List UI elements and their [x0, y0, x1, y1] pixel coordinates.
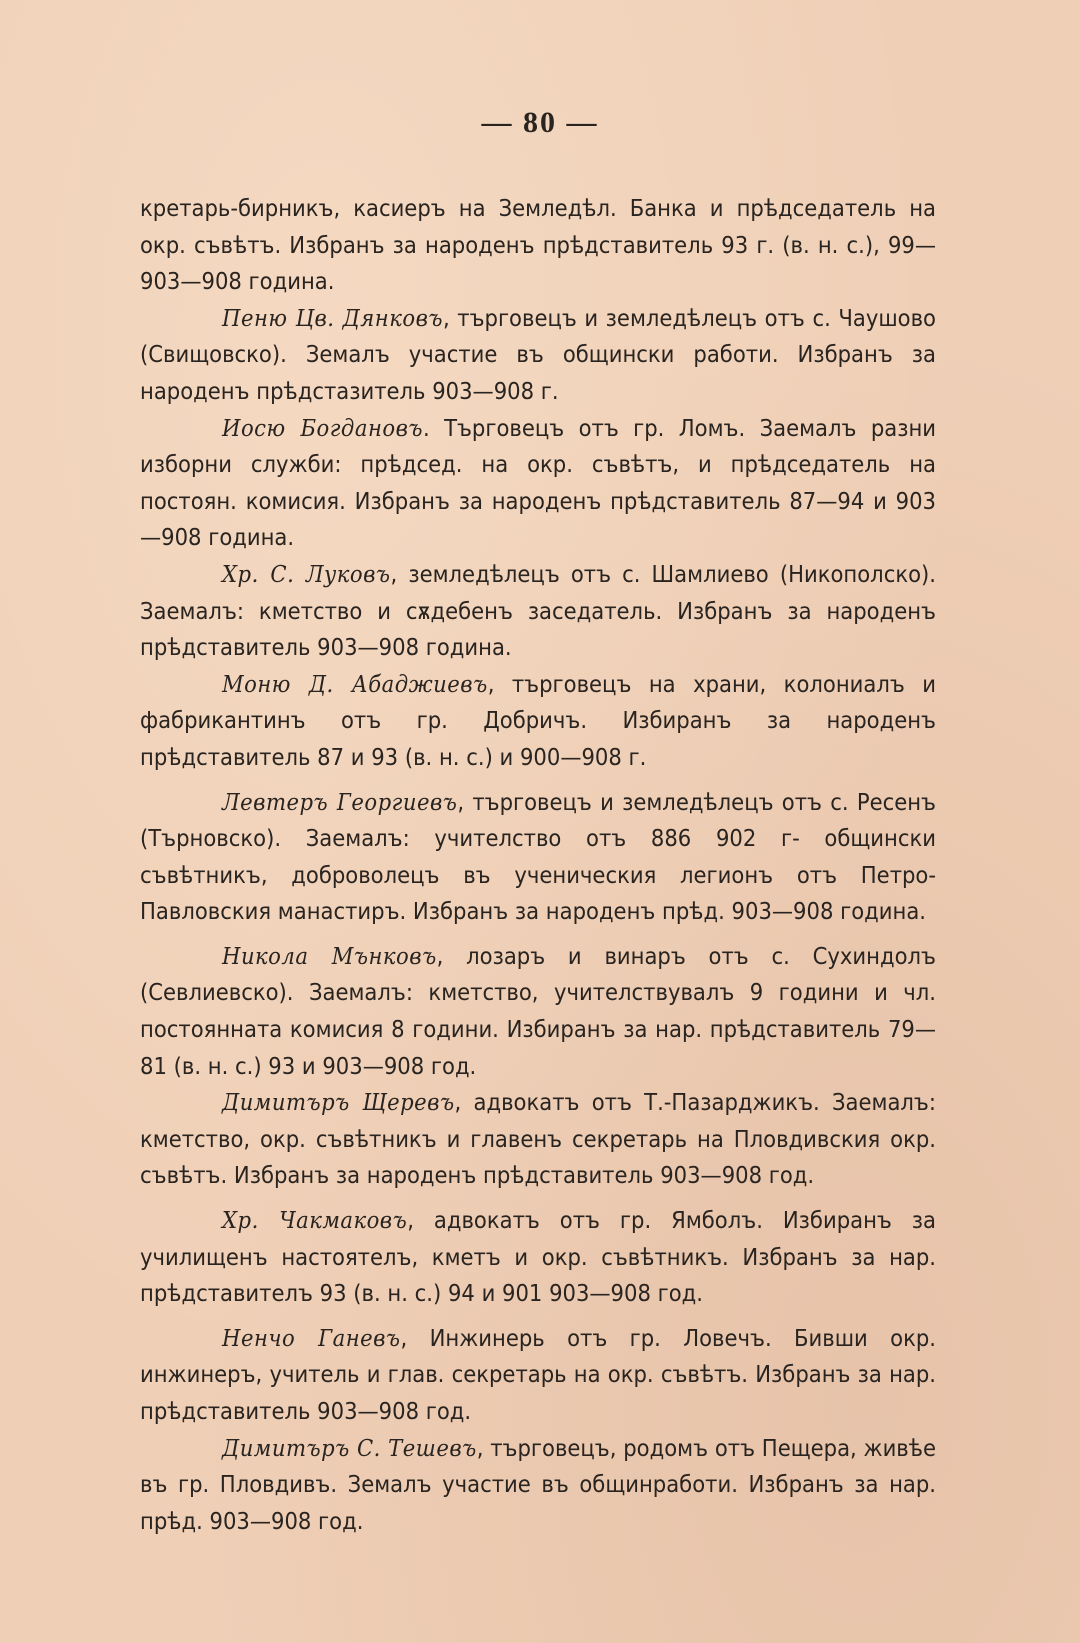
- person-name: Левтеръ Георгиевъ: [222, 787, 458, 816]
- paragraph-entry: [140, 1430, 936, 1540]
- paragraph-text: , лозаръ и винаръ отъ с. Сухиндолъ (Севлиевско). Заемалъ: кметство, учителствувалъ 9 години и чл. постоянната комисия 8 години. Избиранъ за нар. прѣдставитель 79—81 (в. н. с.) 93 и 903—908 год.: [140, 941, 936, 1080]
- page-number: — 80 —: [481, 106, 599, 139]
- paragraph-entry: [140, 1202, 936, 1312]
- person-name: Никола Мънковъ: [222, 941, 437, 970]
- paragraph-entry: [140, 1320, 936, 1430]
- paragraph-text: , търговецъ и земледѣлецъ отъ с. Чаушово (Свищовско). Земалъ участие въ общински работи. Избранъ за народенъ прѣдстазитель 903—908 г.: [140, 303, 936, 405]
- paragraph-entry: [140, 1084, 936, 1194]
- paragraph-entry: [140, 556, 936, 666]
- paragraph-text: , търговецъ на храни, колониалъ и фабрикантинъ отъ гр. Добричъ. Избиранъ за народенъ прѣдставитель 87 и 93 (в. н. с.) и 900—908 г.: [140, 669, 936, 771]
- paragraph-entry: [140, 300, 936, 410]
- person-name: Хр. С. Луковъ: [222, 559, 391, 588]
- paragraph-entry: [140, 410, 936, 556]
- person-name: Ненчо Ганевъ: [222, 1323, 401, 1352]
- person-name: Хр. Чакмаковъ: [222, 1206, 408, 1235]
- paragraph-text: , търговецъ и земледѣлецъ отъ с. Ресенъ (Търновско). Заемалъ: учителство отъ 886 902 г- общински съвѣтникъ, доброволецъ въ ученическия легионъ отъ Петро-Павловския манастиръ. Избранъ за народенъ прѣд. 903—908 година.: [140, 787, 936, 926]
- paragraph-text: , търговецъ, родомъ отъ Пещера, живѣе въ гр. Пловдивъ. Земалъ участие въ общинработи. Избранъ за нар. прѣд. 903—908 год.: [140, 1433, 936, 1535]
- paragraph-continuation: [140, 190, 936, 300]
- person-name: Моню Д. Абаджиевъ: [222, 669, 488, 698]
- paragraph-entry: [140, 938, 936, 1084]
- paragraph-text: , Инжинерь отъ гр. Ловечъ. Бивши окр. инжинеръ, учитель и глав. секретарь на окр. съвѣтъ. Избранъ за нар. прѣдставитель 903—908 год.: [140, 1323, 936, 1425]
- paragraph-text: кретарь-бирникъ, касиеръ на Земледѣл. Банка и прѣдседатель на окр. съвѣтъ. Избранъ за народенъ прѣдставитель 93 г. (в. н. с.), 99—903—908 година.: [140, 194, 936, 296]
- paragraph-text: . Търговецъ отъ гр. Ломъ. Заемалъ разни изборни служби: прѣдсед. на окр. съвѣтъ, и прѣдседатель на постоян. комисия. Избранъ за народенъ прѣдставитель 87—94 и 903—908 година.: [140, 413, 937, 552]
- page-body: [140, 190, 936, 1539]
- person-name: Димитъръ Щеревъ: [222, 1088, 455, 1117]
- person-name: Димитъръ С. Тешевъ: [222, 1433, 477, 1462]
- paragraph-entry: [140, 666, 936, 776]
- paragraph-text: , земледѣлецъ отъ с. Шамлиево (Никополско). Заемалъ: кметство и сѫдебенъ заседатель. Избранъ за народенъ прѣдставитель 903—908 година.: [140, 559, 936, 662]
- person-name: Пеню Цв. Дянковъ: [222, 303, 443, 332]
- paragraph-text: , адвокатъ отъ Т.-Пазарджикъ. Заемалъ: кметство, окр. съвѣтникъ и главенъ секретарь на Пловдивския окр. съвѣтъ. Избранъ за народенъ прѣдставитель 903—908 год.: [140, 1088, 936, 1190]
- person-name: Иосю Богдановъ: [222, 413, 423, 442]
- paragraph-text: , адвокатъ отъ гр. Ямболъ. Избиранъ за училищенъ настоятелъ, кметъ и окр. съвѣтникъ. Избранъ за нар. прѣдставителъ 93 (в. н. с.) 94 и 901 903—908 год.: [140, 1206, 937, 1308]
- paragraph-entry: [140, 784, 936, 930]
